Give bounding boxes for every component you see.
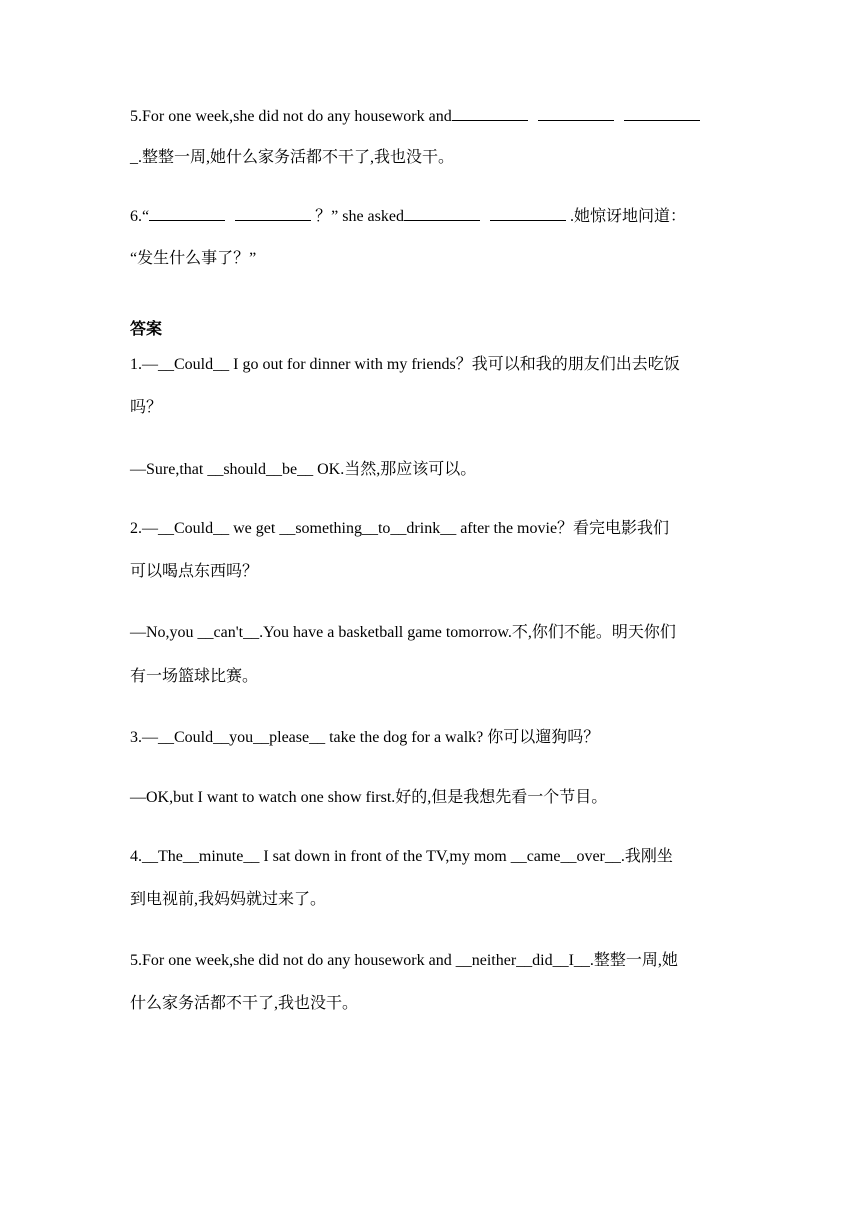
answer-2-line-4: 有一场篮球比赛。: [130, 668, 259, 685]
exercise-6-open-quote: 6.“: [130, 208, 150, 225]
answer-4-line-2: 到电视前,我妈妈就过来了。: [130, 891, 327, 908]
answer-4-line-1: 4.__The__minute__ I sat down in front of the TV,my mom __came__over__.我刚坐: [130, 848, 673, 865]
answer-blank: [149, 206, 225, 221]
answers-heading: 答案: [130, 321, 163, 338]
answer-3-line-1: 3.—__Could__you__please__ take the dog for a walk? 你可以遛狗吗？: [130, 729, 600, 746]
answer-2-line-3: —No,you __can't__.You have a basketball game tomorrow.不,你们不能。明天你们: [130, 624, 676, 641]
answer-1-line-2: 吗？: [130, 399, 163, 416]
answer-blank: [452, 106, 528, 121]
exercise-5-line-2: _.整整一周,她什么家务活都不干了,我也没干。: [130, 149, 455, 166]
answer-5-line-2: 什么家务活都不干了,我也没干。: [130, 995, 359, 1012]
exercise-6-question-text: ？” she asked: [311, 208, 404, 225]
answer-3-line-2: —OK,but I want to watch one show first.好的,但是我想先看一个节目。: [130, 789, 608, 806]
answer-blank: [538, 106, 614, 121]
answer-5-line-1: 5.For one week,she did not do any housework and __neither__did__I__.整整一周,她: [130, 952, 678, 969]
answer-blank: [404, 206, 480, 221]
answer-blank: [624, 106, 700, 121]
exercise-5-text: 5.For one week,she did not do any housework and: [130, 108, 452, 125]
answer-blank: [490, 206, 566, 221]
exercise-6-line-2: “发生什么事了？”: [130, 250, 257, 267]
answer-1-line-1: 1.—__Could__ I go out for dinner with my friends？我可以和我的朋友们出去吃饭: [130, 356, 680, 373]
answer-blank: [235, 206, 311, 221]
answer-1-line-3: —Sure,that __should__be__ OK.当然,那应该可以。: [130, 461, 477, 478]
exercise-6-line-1: [130, 206, 740, 227]
exercise-5-line-1: [130, 106, 740, 127]
answer-2-line-2: 可以喝点东西吗？: [130, 563, 259, 580]
exercise-6-translation: .她惊讶地问道：: [565, 208, 686, 225]
answer-2-line-1: 2.—__Could__ we get __something__to__drink__ after the movie？看完电影我们: [130, 520, 670, 537]
